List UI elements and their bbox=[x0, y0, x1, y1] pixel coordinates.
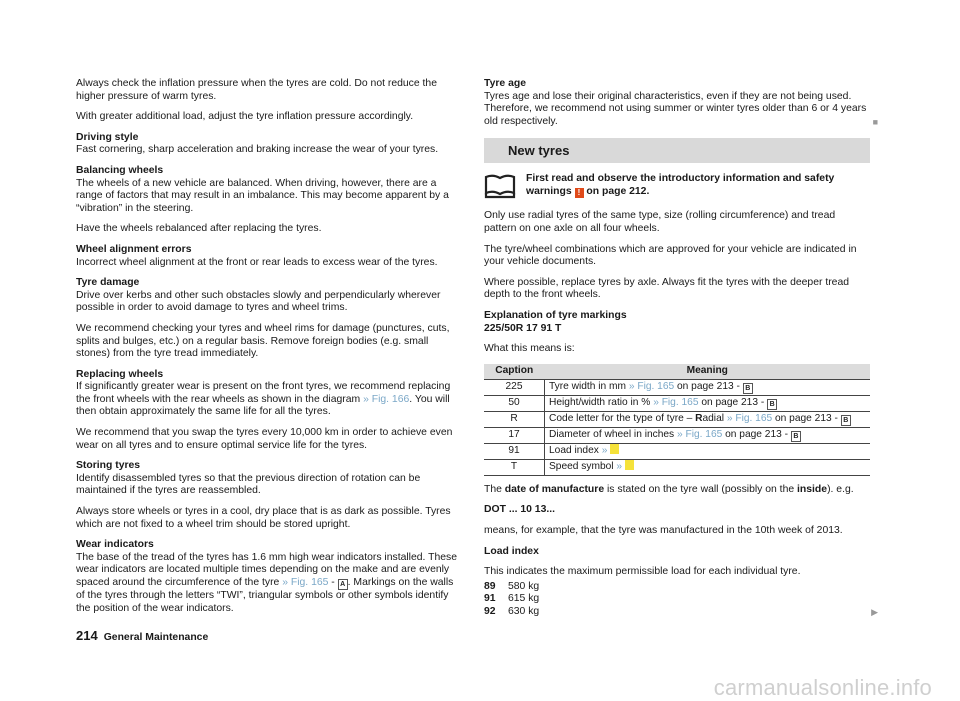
table-row bbox=[484, 443, 870, 459]
paragraph: We recommend checking your tyres and wheel rims for damage (punctures, cuts, splits and bulges, etc.) on a regular basis. Remove foreign bodies (e.g. small stones) from the tyre tread immediately. bbox=[76, 322, 450, 360]
table-row bbox=[484, 427, 870, 443]
table-header-meaning: Meaning bbox=[545, 364, 871, 380]
figure-letter-b-icon: B bbox=[791, 431, 801, 442]
table-header-caption: Caption bbox=[484, 364, 545, 380]
paragraph: Always check the inflation pressure when the tyres are cold. Do not reduce the higher pressure of warm tyres. bbox=[76, 78, 437, 102]
page-ref: on page 213 - bbox=[701, 396, 765, 408]
fig-165-link[interactable]: » Fig. 165 bbox=[653, 396, 699, 408]
text: Identify disassembled tyres so that the previous direction of rotation can be maintained if the tyres are reassembled. bbox=[76, 472, 421, 497]
meaning-text: Speed symbol bbox=[549, 461, 614, 473]
meaning-text: Load index bbox=[549, 445, 599, 457]
paragraph: means, for example, that the tyre was manufactured in the 10th week of 2013. bbox=[484, 524, 843, 536]
meaning-text: Code letter for the type of tyre – bbox=[549, 412, 696, 424]
fig-165-link[interactable]: » Fig. 165 bbox=[282, 577, 329, 588]
right-column bbox=[484, 78, 878, 618]
page-footer bbox=[76, 630, 208, 645]
table-cell-caption: 50 bbox=[484, 395, 545, 411]
text: . You will then obtain approximately the same life for all the tyres. bbox=[76, 393, 450, 418]
continue-arrow-icon: ▶ bbox=[871, 606, 878, 617]
meaning-text: Diameter of wheel in inches bbox=[549, 428, 675, 440]
fig-166-link[interactable]: » Fig. 166 bbox=[363, 393, 410, 405]
text: Tyres age and lose their original characteristics, even if they are not being used. Therefore, we recommend not using summer or winter tyres older than 6 or 4 years old respectively. bbox=[484, 90, 867, 127]
figure-letter-a-icon: A bbox=[338, 579, 348, 590]
wear-block: Wear indicators The base of the tread of the tyres has 1.6 mm high wear indicators installed. These wear indicators are located multiple times depending on the make and are evenly spaced around the circumference of the tyre » Fig. 165 - A . Markings on the walls of the tyres through the letters “TWI”, triangular symbols or other symbols identify the position of the wear indicators. bbox=[76, 539, 462, 615]
meaning-text: adial bbox=[702, 412, 724, 424]
paragraph: The tyre/wheel combinations which are approved for your vehicle are indicated in your vehicle documents. bbox=[484, 243, 857, 268]
alignment-block bbox=[76, 244, 462, 269]
page-ref: on page 213 - bbox=[677, 380, 740, 392]
table-row bbox=[484, 411, 870, 427]
table-cell-meaning bbox=[545, 411, 871, 427]
text: Incorrect wheel alignment at the front or rear leads to excess wear of the tyres. bbox=[76, 256, 438, 268]
tyre-code: 225/50R 17 91 T bbox=[484, 322, 562, 334]
table-row bbox=[484, 379, 870, 395]
page-ref: on page 213 - bbox=[725, 428, 789, 440]
table-cell-caption: R bbox=[484, 411, 545, 427]
figure-letter-b-icon: B bbox=[841, 415, 851, 426]
load-index-list bbox=[484, 580, 878, 619]
fig-165-link[interactable]: » Fig. 165 bbox=[726, 412, 773, 424]
damage-block bbox=[76, 277, 462, 315]
text: If significantly greater wear is present on the front tyres, we recommend replacing the front wheels with the rear wheels as shown in the diagram bbox=[76, 381, 451, 405]
left-column bbox=[76, 78, 462, 623]
paragraph: This indicates the maximum permissible load for each individual tyre. bbox=[484, 566, 801, 578]
load-index-value: 615 kg bbox=[508, 593, 540, 605]
figure-letter-b-icon: B bbox=[743, 383, 753, 394]
explanation-block bbox=[484, 310, 870, 335]
heading-alignment: Wheel alignment errors bbox=[76, 243, 192, 255]
heading-wear-indicators: Wear indicators bbox=[76, 539, 154, 551]
table-cell-caption: 225 bbox=[484, 379, 545, 395]
heading-tyre-damage: Tyre damage bbox=[76, 277, 140, 289]
cross-ref-link[interactable]: » bbox=[616, 461, 623, 473]
table-cell-caption: 91 bbox=[484, 443, 545, 459]
list-item bbox=[484, 581, 870, 594]
end-of-section-icon: ■ bbox=[872, 116, 878, 127]
paragraph: Only use radial tyres of the same type, size (rolling circumference) and tread pattern on one axle on all four wheels. bbox=[484, 210, 836, 234]
tyre-age-block bbox=[484, 78, 878, 128]
table-cell-meaning bbox=[545, 395, 871, 411]
note-icon bbox=[610, 444, 619, 454]
paragraph: Have the wheels rebalanced after replacing the tyres. bbox=[76, 223, 322, 235]
balancing-block bbox=[76, 165, 462, 215]
load-index-key: 91 bbox=[484, 593, 496, 605]
heading-storing: Storing tyres bbox=[76, 460, 141, 472]
paragraph: With greater additional load, adjust the tyre inflation pressure accordingly. bbox=[76, 111, 414, 123]
page-ref: on page 213 - bbox=[775, 412, 838, 424]
fig-165-link[interactable]: » Fig. 165 bbox=[628, 380, 675, 392]
text: Drive over kerbs and other such obstacles slowly and perpendicularly wherever possible in order to avoid damage to tyres and wheel trims. bbox=[76, 289, 441, 314]
paragraph: Always store wheels or tyres in a cool, dry place that is as dark as possible. Tyres which are not fixed to a wheel trim should be stored upright. bbox=[76, 506, 451, 530]
bold-term: date of manufacture bbox=[504, 483, 605, 495]
text: The base of the tread of the tyres has 1.6 mm high wear indicators installed. These wear indicators are located multiple times depending on the make and are evenly spaced around the circumference of the tyre bbox=[76, 551, 458, 588]
heading-tyre-age: Tyre age bbox=[484, 78, 526, 89]
table-cell-meaning bbox=[545, 459, 871, 475]
text: . Markings on the walls of the tyres through the letters “TWI”, triangular symbols or other symbols identify the position of the wear indicators. bbox=[76, 577, 454, 614]
footer-title: General Maintenance bbox=[103, 632, 209, 643]
heading-balancing: Balancing wheels bbox=[76, 164, 164, 176]
load-index-value: 580 kg bbox=[508, 580, 540, 592]
paragraph: Where possible, replace tyres by axle. Always fit the tyres with the deeper tread depth to the front wheels. bbox=[484, 276, 850, 301]
table-cell-meaning bbox=[545, 427, 871, 443]
table-cell-caption: T bbox=[484, 459, 545, 475]
text: ). e.g. bbox=[827, 483, 854, 495]
meaning-text: Height/width ratio in % bbox=[549, 396, 651, 408]
load-index-value: 630 kg bbox=[508, 605, 540, 617]
warning-icon: ! bbox=[575, 188, 584, 198]
figure-letter-b-icon: B bbox=[767, 399, 777, 410]
paragraph: We recommend that you swap the tyres every 10,000 km in order to achieve even wear on all tyres and to ensure optimal service life for the tyres. bbox=[76, 427, 453, 451]
meaning-text: Tyre width in mm bbox=[549, 380, 626, 392]
first-read-page-ref: on page 212. bbox=[586, 185, 650, 197]
section-title-new-tyres: New tyres bbox=[484, 138, 870, 163]
table-cell-meaning bbox=[545, 443, 871, 459]
fig-165-link[interactable]: » Fig. 165 bbox=[676, 428, 723, 440]
dot-code: DOT ... 10 13... bbox=[484, 504, 556, 516]
table-row bbox=[484, 395, 870, 411]
watermark: carmanualsonline.info bbox=[713, 675, 932, 701]
heading-driving-style: Driving style bbox=[76, 131, 139, 143]
first-read-note bbox=[484, 173, 870, 201]
text: The bbox=[484, 483, 502, 495]
list-item bbox=[484, 606, 870, 619]
table-cell-caption: 17 bbox=[484, 427, 545, 443]
replacing-block bbox=[76, 369, 462, 419]
tyre-marking-table bbox=[484, 364, 870, 476]
table-cell-meaning bbox=[545, 379, 871, 395]
note-icon bbox=[625, 460, 634, 470]
storing-block bbox=[76, 460, 462, 498]
cross-ref-link[interactable]: » bbox=[601, 445, 608, 457]
list-item bbox=[484, 593, 870, 606]
meaning-bold-letter: R bbox=[695, 412, 703, 424]
bold-term: inside bbox=[797, 483, 828, 495]
heading-load-index: Load index bbox=[484, 545, 539, 557]
heading-replacing: Replacing wheels bbox=[76, 368, 164, 380]
heading-explanation: Explanation of tyre markings bbox=[484, 309, 627, 321]
load-index-key: 89 bbox=[484, 580, 496, 592]
what-this-means: What this means is: bbox=[484, 343, 575, 355]
driving-style-block bbox=[76, 132, 462, 157]
open-book-icon bbox=[484, 173, 516, 204]
text: Fast cornering, sharp acceleration and braking increase the wear of your tyres. bbox=[76, 144, 439, 156]
text: The wheels of a new vehicle are balanced. When driving, however, there are a range of factors that may result in an imbalance. This may become apparent by a “vibration” in the steering. bbox=[76, 177, 449, 214]
page-number: 214 bbox=[76, 628, 98, 643]
table-row bbox=[484, 459, 870, 475]
text: is stated on the tyre wall (possibly on the bbox=[607, 483, 795, 495]
first-read-text: First read and observe the introductory information and safety warnings bbox=[526, 173, 835, 197]
date-of-manufacture bbox=[484, 484, 870, 497]
load-index-key: 92 bbox=[484, 605, 496, 617]
